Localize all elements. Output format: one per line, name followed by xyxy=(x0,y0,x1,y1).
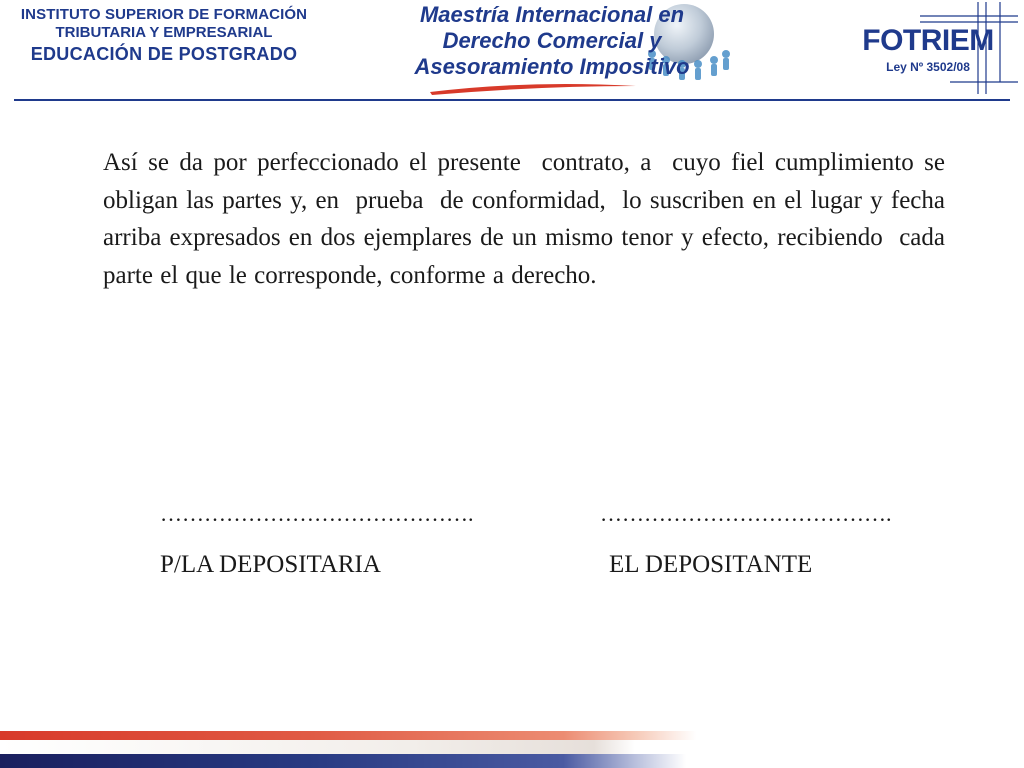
signature-line-left: ……………………………………. xyxy=(160,501,474,526)
contract-closing-paragraph: Así se da por perfeccionado el presente contrato, a cuyo fiel cumplimiento se obligan las partes y, en prueba de conformidad, lo suscriben en el lugar y fecha arriba expresados en dos ejemplares de un mismo tenor y efecto, recibiendo cada parte el que le corresponde, conforme a derecho. xyxy=(103,149,953,289)
institute-name-line1: INSTITUTO SUPERIOR DE FORMACIÓN xyxy=(20,6,308,23)
signature-block-depositaria xyxy=(160,502,474,580)
signature-block-depositante xyxy=(600,502,892,580)
footer-stripe-red xyxy=(0,731,1024,740)
program-header xyxy=(392,2,712,94)
program-title-line1: Maestría Internacional en xyxy=(419,2,685,27)
header-divider xyxy=(14,99,1010,101)
institute-header xyxy=(6,6,322,66)
fotriem-law-number: Ley Nº 3502/08 xyxy=(886,60,970,74)
fotriem-logo xyxy=(850,2,1018,94)
program-title xyxy=(392,2,712,80)
footer-stripe-light xyxy=(0,740,1024,754)
institute-name-line2: TRIBUTARIA Y EMPRESARIAL xyxy=(55,24,273,41)
red-swoosh-icon xyxy=(428,78,638,96)
fotriem-brand: FOTRIEM xyxy=(862,24,994,57)
signature-line-right: …………………………………. xyxy=(600,501,892,526)
signature-label-right: EL DEPOSITANTE xyxy=(609,551,813,578)
signature-label-left: P/LA DEPOSITARIA xyxy=(160,551,381,578)
program-title-line3: Asesoramiento Impositivo xyxy=(414,54,690,79)
program-title-line2: Derecho Comercial y xyxy=(442,28,662,53)
footer-stripe-navy xyxy=(0,754,1024,768)
institute-name-line3: EDUCACIÓN DE POSTGRADO xyxy=(30,44,298,64)
